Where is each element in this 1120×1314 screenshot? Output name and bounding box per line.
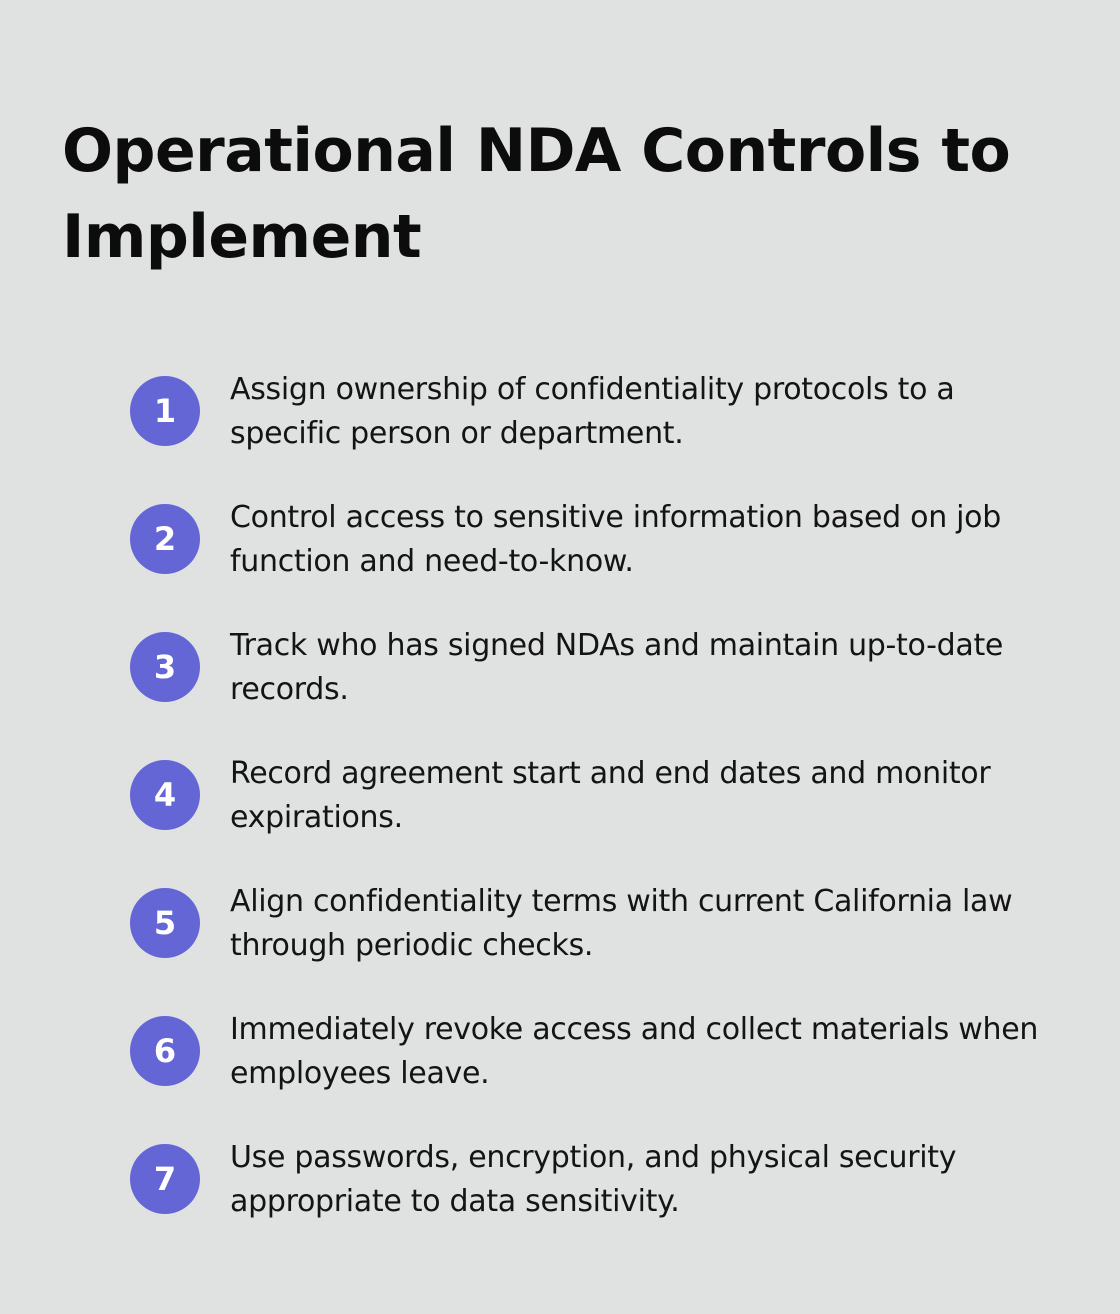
list-item	[130, 1136, 1050, 1264]
step-number-badge: 7	[130, 1144, 200, 1214]
step-number-badge: 1	[130, 376, 200, 446]
list-item	[130, 368, 1050, 496]
list-item	[130, 496, 1050, 624]
step-text: Use passwords, encryption, and physical security appropriate to data sensitivity.	[230, 1140, 957, 1219]
list-item	[130, 1008, 1050, 1136]
step-text: Record agreement start and end dates and monitor expirations.	[230, 756, 991, 835]
step-number-badge: 4	[130, 760, 200, 830]
step-number-badge: 5	[130, 888, 200, 958]
step-number-badge: 6	[130, 1016, 200, 1086]
list-item	[130, 880, 1050, 1008]
step-text: Control access to sensitive information based on job function and need-to-know.	[230, 500, 1001, 579]
list-item	[130, 624, 1050, 752]
step-list	[130, 368, 1050, 1264]
step-text: Align confidentiality terms with current California law through periodic checks.	[230, 884, 1013, 963]
step-number-badge: 3	[130, 632, 200, 702]
list-item	[130, 752, 1050, 880]
step-text: Assign ownership of confidentiality protocols to a specific person or department.	[230, 372, 955, 451]
step-text: Immediately revoke access and collect materials when employees leave.	[230, 1012, 1039, 1091]
step-number-badge: 2	[130, 504, 200, 574]
page-title: Operational NDA Controls to Implement	[62, 116, 1011, 272]
step-text: Track who has signed NDAs and maintain up-to-date records.	[230, 628, 1004, 707]
